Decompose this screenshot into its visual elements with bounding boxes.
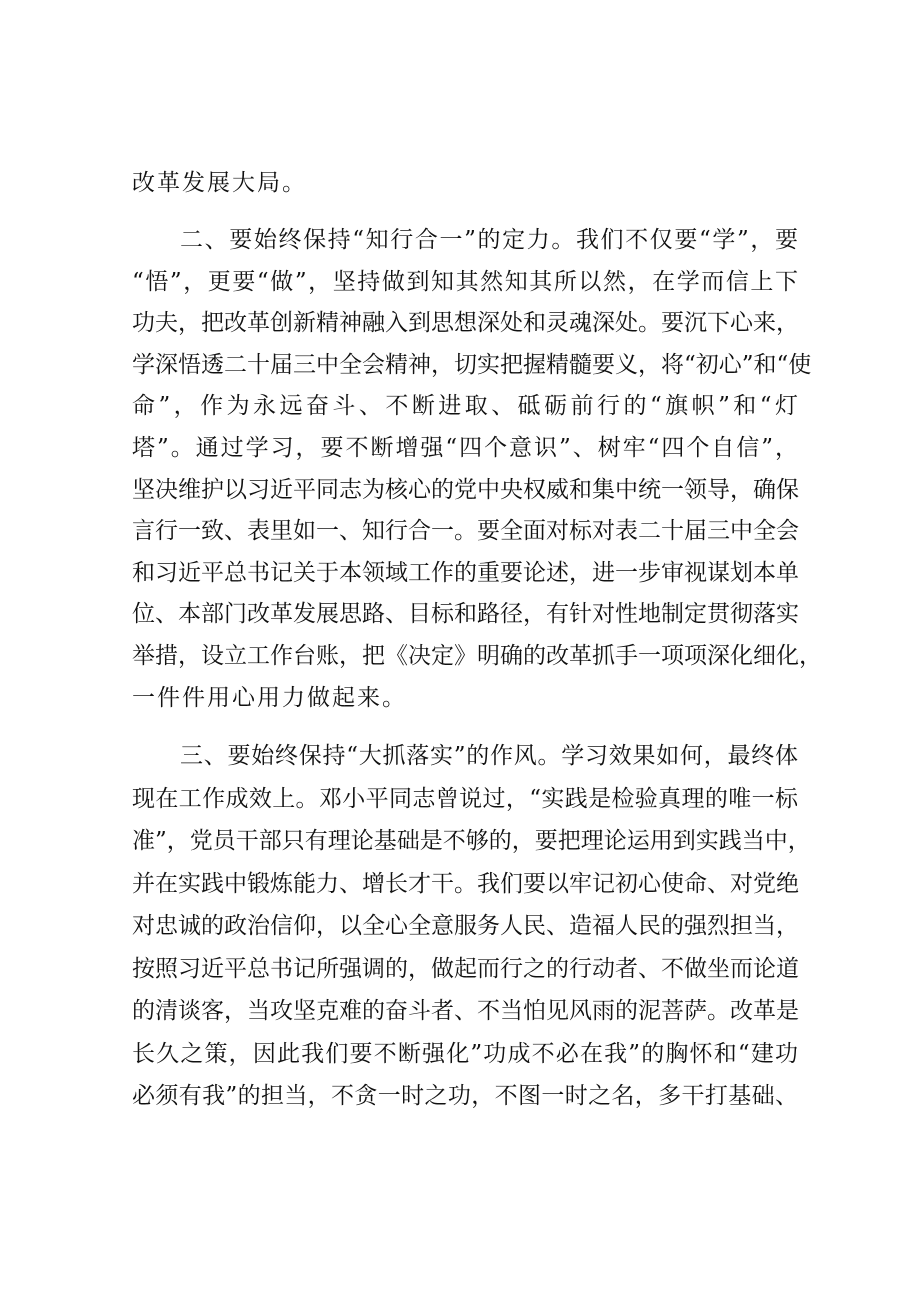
text-line: 的清谈客，当攻坚克难的奋斗者、不当怕见风雨的泥菩萨。改革是	[132, 998, 799, 1024]
text-line: 改革发展大局。	[132, 170, 307, 196]
text-line: 坚决维护以习近平同志为核心的党中央权威和集中统一领导，确保	[132, 476, 799, 503]
text-line: 学深悟透二十届三中全会精神，切实把握精髓要义，将“初心”和“使	[132, 351, 812, 378]
text-line: 并在实践中锻炼能力、增长才干。我们要以牢记初心使命、对党绝	[132, 870, 799, 897]
text-line: 塔”。通过学习，要不断增强“四个意识”、树牢“四个自信”，	[132, 435, 798, 461]
text-line: 准”，党员干部只有理论基础是不够的，要把理论运用到实践当中，	[132, 828, 811, 854]
text-line: 一件件用心用力做起来。	[132, 684, 407, 711]
text-line: 言行一致、表里如一、知行合一。要全面对标对表二十届三中全会	[132, 518, 799, 545]
text-line: 举措，设立工作台账，把《决定》明确的改革抓手一项项深化细化，	[132, 643, 822, 669]
text-line: 按照习近平总书记所强调的，做起而行之的行动者、不做坐而论道	[132, 955, 799, 982]
text-line: 和习近平总书记关于本领域工作的重要论述，进一步审视谋划本单	[132, 559, 799, 586]
text-line: 长久之策，因此我们要不断强化”功成不必在我”的胸怀和“建功	[132, 1040, 798, 1067]
text-line: 现在工作成效上。邓小平同志曾说过，“实践是检验真理的唯一标	[132, 785, 798, 812]
text-line: 二、要始终保持“知行合一”的定力。我们不仅要“学”，要	[180, 227, 798, 253]
text-line: 必须有我”的担当，不贪一时之功，不图一时之名，多干打基础、	[132, 1083, 798, 1109]
text-line: 三、要始终保持“大抓落实”的作风。学习效果如何，最终体	[180, 743, 798, 769]
text-line: 位、本部门改革发展思路、目标和路径，有针对性地制定贯彻落实	[132, 601, 799, 628]
text-line: 功夫，把改革创新精神融入到思想深处和灵魂深处。要沉下心来，	[132, 310, 799, 337]
text-line: 对忠诚的政治信仰，以全心全意服务人民、造福人民的强烈担当，	[132, 913, 799, 939]
text-line: 命”，作为永远奋斗、不断进取、砥砺前行的“旗帜”和“灯	[132, 393, 798, 420]
text-line: “悟”，更要“做”，坚持做到知其然知其所以然，在学而信上下	[132, 268, 798, 295]
